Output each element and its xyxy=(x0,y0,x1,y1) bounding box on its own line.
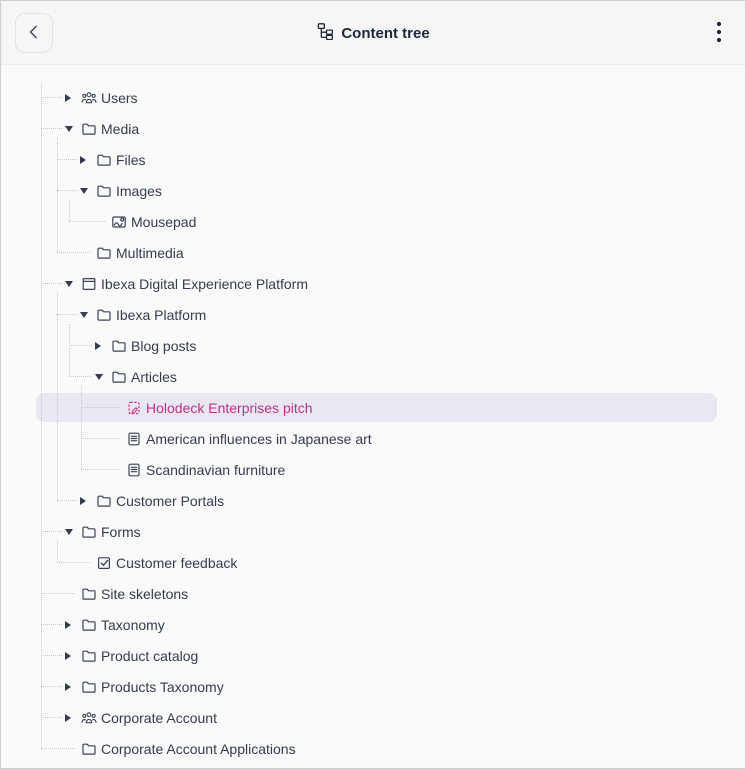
tree-item-label: Products Taxonomy xyxy=(101,678,224,695)
tree-item-label: Scandinavian furniture xyxy=(146,461,286,478)
tree-item-label: Site skeletons xyxy=(101,585,189,602)
tree-item-corporate-account-applications[interactable] xyxy=(1,733,717,764)
caret-down-icon[interactable] xyxy=(95,374,111,380)
tree-item-blog-posts[interactable] xyxy=(1,330,717,361)
folder-icon xyxy=(96,245,112,261)
panel-title xyxy=(316,1,429,65)
tree-item-label: Files xyxy=(116,151,146,168)
tree-item-scandinavian-furniture[interactable] xyxy=(1,454,717,485)
tree-item-label: Blog posts xyxy=(131,337,197,354)
folder-icon xyxy=(81,586,97,602)
tree-item-label: Ibexa Digital Experience Platform xyxy=(101,275,308,292)
chevron-left-icon xyxy=(25,23,43,44)
tree-item-label: Taxonomy xyxy=(101,616,165,633)
caret-right-icon[interactable] xyxy=(65,94,81,102)
caret-right-icon[interactable] xyxy=(95,342,111,350)
folder-icon xyxy=(81,741,97,757)
folder-icon xyxy=(96,152,112,168)
tree-item-corporate-account[interactable] xyxy=(1,702,717,733)
tree-item-label: Images xyxy=(116,182,162,199)
tree-item-articles[interactable] xyxy=(1,361,717,392)
tree-item-product-catalog[interactable] xyxy=(1,640,717,671)
caret-right-icon[interactable] xyxy=(80,497,96,505)
tree-item-customer-portals[interactable] xyxy=(1,485,717,516)
tree-item-label: Ibexa Platform xyxy=(116,306,207,323)
folder-icon xyxy=(81,679,97,695)
tree-item-forms[interactable] xyxy=(1,516,717,547)
tree-item-label: American influences in Japanese art xyxy=(146,430,372,447)
tree-item-mousepad[interactable] xyxy=(1,206,717,237)
article-icon xyxy=(126,462,142,478)
folder-icon xyxy=(96,307,112,323)
tree-item-site-skeletons[interactable] xyxy=(1,578,717,609)
folder-icon xyxy=(81,524,97,540)
panel-title-text: Content tree xyxy=(341,24,430,42)
form-icon xyxy=(96,555,112,571)
tree-item-label: Corporate Account xyxy=(101,709,217,726)
tree-item-label: Customer Portals xyxy=(116,492,225,509)
caret-right-icon[interactable] xyxy=(65,683,81,691)
tree-item-users[interactable] xyxy=(1,82,717,113)
tree-item-ibexa-digital-experience-platform[interactable] xyxy=(1,268,717,299)
tree-item-label: Users xyxy=(101,89,138,106)
kebab-menu-icon xyxy=(716,21,722,46)
site-icon xyxy=(81,276,97,292)
folder-icon xyxy=(111,338,127,354)
caret-down-icon[interactable] xyxy=(80,312,96,318)
tree-item-ibexa-platform[interactable] xyxy=(1,299,717,330)
tree-item-products-taxonomy[interactable] xyxy=(1,671,717,702)
tree-item-label: Product catalog xyxy=(101,647,199,664)
caret-down-icon[interactable] xyxy=(65,281,81,287)
tree-item-label: Forms xyxy=(101,523,141,540)
caret-right-icon[interactable] xyxy=(65,714,81,722)
folder-icon xyxy=(81,121,97,137)
back-button[interactable] xyxy=(15,13,53,53)
content-tree xyxy=(1,65,745,768)
caret-down-icon[interactable] xyxy=(65,529,81,535)
tree-item-taxonomy[interactable] xyxy=(1,609,717,640)
article-edit-icon xyxy=(126,400,142,416)
users-icon xyxy=(81,90,97,106)
folder-icon xyxy=(111,369,127,385)
caret-right-icon[interactable] xyxy=(65,652,81,660)
tree-item-label: Holodeck Enterprises pitch xyxy=(146,399,313,416)
caret-right-icon[interactable] xyxy=(65,621,81,629)
folder-icon xyxy=(81,648,97,664)
tree-item-label: Corporate Account Applications xyxy=(101,740,296,757)
folder-icon xyxy=(81,617,97,633)
tree-item-label: Customer feedback xyxy=(116,554,238,571)
kebab-menu-button[interactable] xyxy=(705,18,733,48)
tree-item-files[interactable] xyxy=(1,144,717,175)
image-icon xyxy=(111,214,127,230)
tree-item-holodeck-enterprises-pitch[interactable] xyxy=(1,392,717,423)
caret-down-icon[interactable] xyxy=(65,126,81,132)
article-icon xyxy=(126,431,142,447)
caret-right-icon[interactable] xyxy=(80,156,96,164)
tree-item-label: Multimedia xyxy=(116,244,184,261)
tree-item-multimedia[interactable] xyxy=(1,237,717,268)
tree-item-american-influences-in-japanese-art[interactable] xyxy=(1,423,717,454)
folder-icon xyxy=(96,493,112,509)
panel-header xyxy=(1,1,745,65)
tree-item-label: Media xyxy=(101,120,140,137)
caret-down-icon[interactable] xyxy=(80,188,96,194)
tree-item-media[interactable] xyxy=(1,113,717,144)
content-tree-icon xyxy=(316,22,334,44)
folder-icon xyxy=(96,183,112,199)
tree-item-label: Mousepad xyxy=(131,213,197,230)
users-icon xyxy=(81,710,97,726)
tree-item-label: Articles xyxy=(131,368,177,385)
tree-item-customer-feedback[interactable] xyxy=(1,547,717,578)
tree-item-images[interactable] xyxy=(1,175,717,206)
